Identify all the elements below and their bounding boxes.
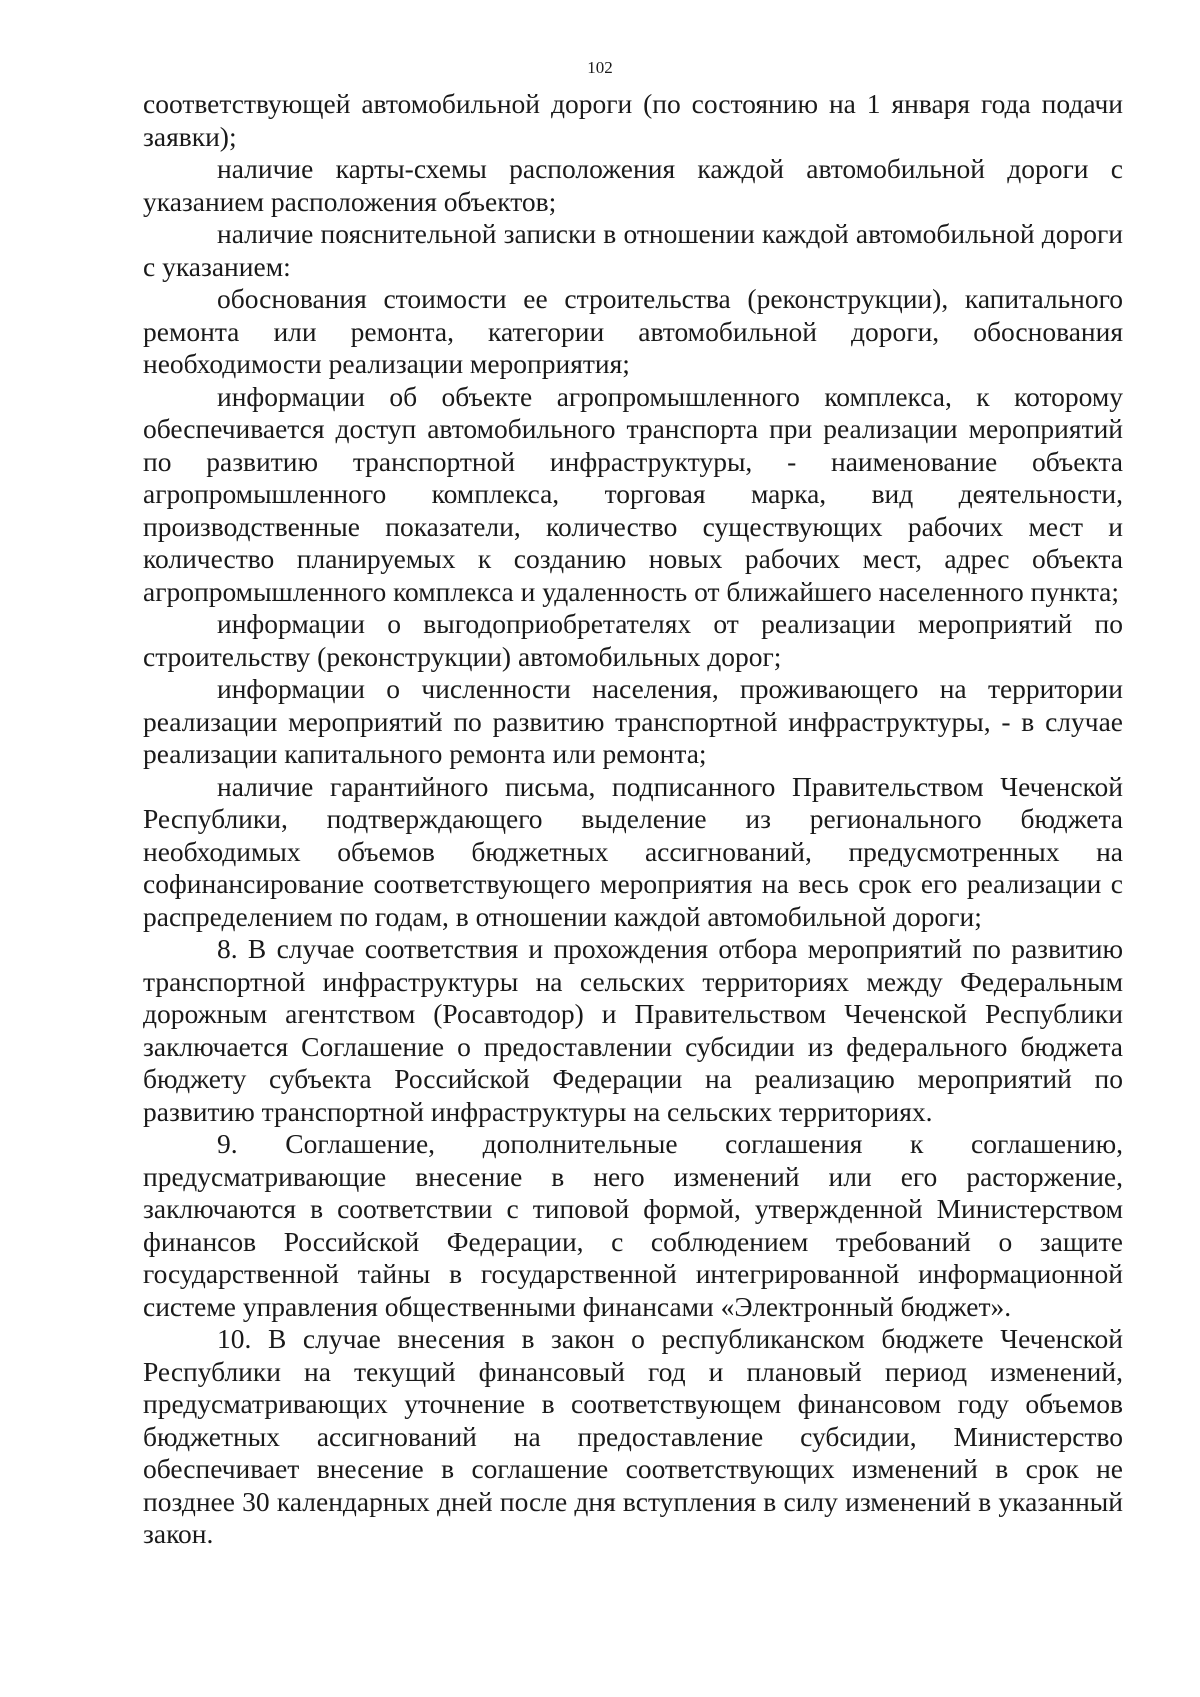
paragraph-item-8: 8. В случае соответствия и прохождения отбора мероприятий по развитию транспортной инфраструктуры на сельских территориях между Федеральным дорожным агентством (Росавтодор) и Правительством Чеченской Республики заключается Соглашение о предоставлении субсидии из федерального бюджета бюджету субъекта Российской Федерации на реализацию мероприятий по развитию транспортной инфраструктуры на сельских территориях. bbox=[143, 933, 1123, 1127]
document-body bbox=[143, 88, 1123, 1551]
paragraph-cost-justification: обоснования стоимости ее строительства (реконструкции), капитального ремонта или ремонта, категории автомобильной дороги, обоснования необходимости реализации мероприятия; bbox=[143, 283, 1123, 379]
paragraph-population-info: информации о численности населения, проживающего на территории реализации мероприятий по развитию транспортной инфраструктуры, - в случае реализации капитального ремонта или ремонта; bbox=[143, 673, 1123, 769]
paragraph-continuation: соответствующей автомобильной дороги (по состоянию на 1 января года подачи заявки); bbox=[143, 88, 1123, 152]
paragraph-item-9: 9. Соглашение, дополнительные соглашения к соглашению, предусматривающие внесение в него изменений или его расторжение, заключаются в соответствии с типовой формой, утвержденной Министерством финансов Российской Федерации, с соблюдением требований о защите государственной тайны в государственной интегрированной информационной системе управления общественными финансами «Электронный бюджет». bbox=[143, 1128, 1123, 1322]
paragraph-map-scheme: наличие карты-схемы расположения каждой автомобильной дороги с указанием расположения объектов; bbox=[143, 153, 1123, 217]
paragraph-beneficiaries-info: информации о выгодоприобретателях от реализации мероприятий по строительству (реконструкции) автомобильных дорог; bbox=[143, 608, 1123, 672]
paragraph-agro-object-info: информации об объекте агропромышленного комплекса, к которому обеспечивается доступ автомобильного транспорта при реализации мероприятий по развитию транспортной инфраструктуры, - наименование объекта агропромышленного комплекса, торговая марка, вид деятельности, производственные показатели, количество существующих рабочих мест и количество планируемых к созданию новых рабочих мест, адрес объекта агропромышленного комплекса и удаленность от ближайшего населенного пункта; bbox=[143, 380, 1123, 607]
page-number: 102 bbox=[587, 58, 613, 77]
paragraph-explanatory-note: наличие пояснительной записки в отношении каждой автомобильной дороги с указанием: bbox=[143, 218, 1123, 282]
paragraph-guarantee-letter: наличие гарантийного письма, подписанного Правительством Чеченской Республики, подтверждающего выделение из регионального бюджета необходимых объемов бюджетных ассигнований, предусмотренных на софинансирование соответствующего мероприятия на весь срок его реализации с распределением по годам, в отношении каждой автомобильной дороги; bbox=[143, 770, 1123, 932]
paragraph-item-10: 10. В случае внесения в закон о республиканском бюджете Чеченской Республики на текущий финансовый год и плановый период изменений, предусматривающих уточнение в соответствующем финансовом году объемов бюджетных ассигнований на предоставление субсидии, Министерство обеспечивает внесение в соглашение соответствующих изменений в срок не позднее 30 календарных дней после дня вступления в силу изменений в указанный закон. bbox=[143, 1323, 1123, 1549]
